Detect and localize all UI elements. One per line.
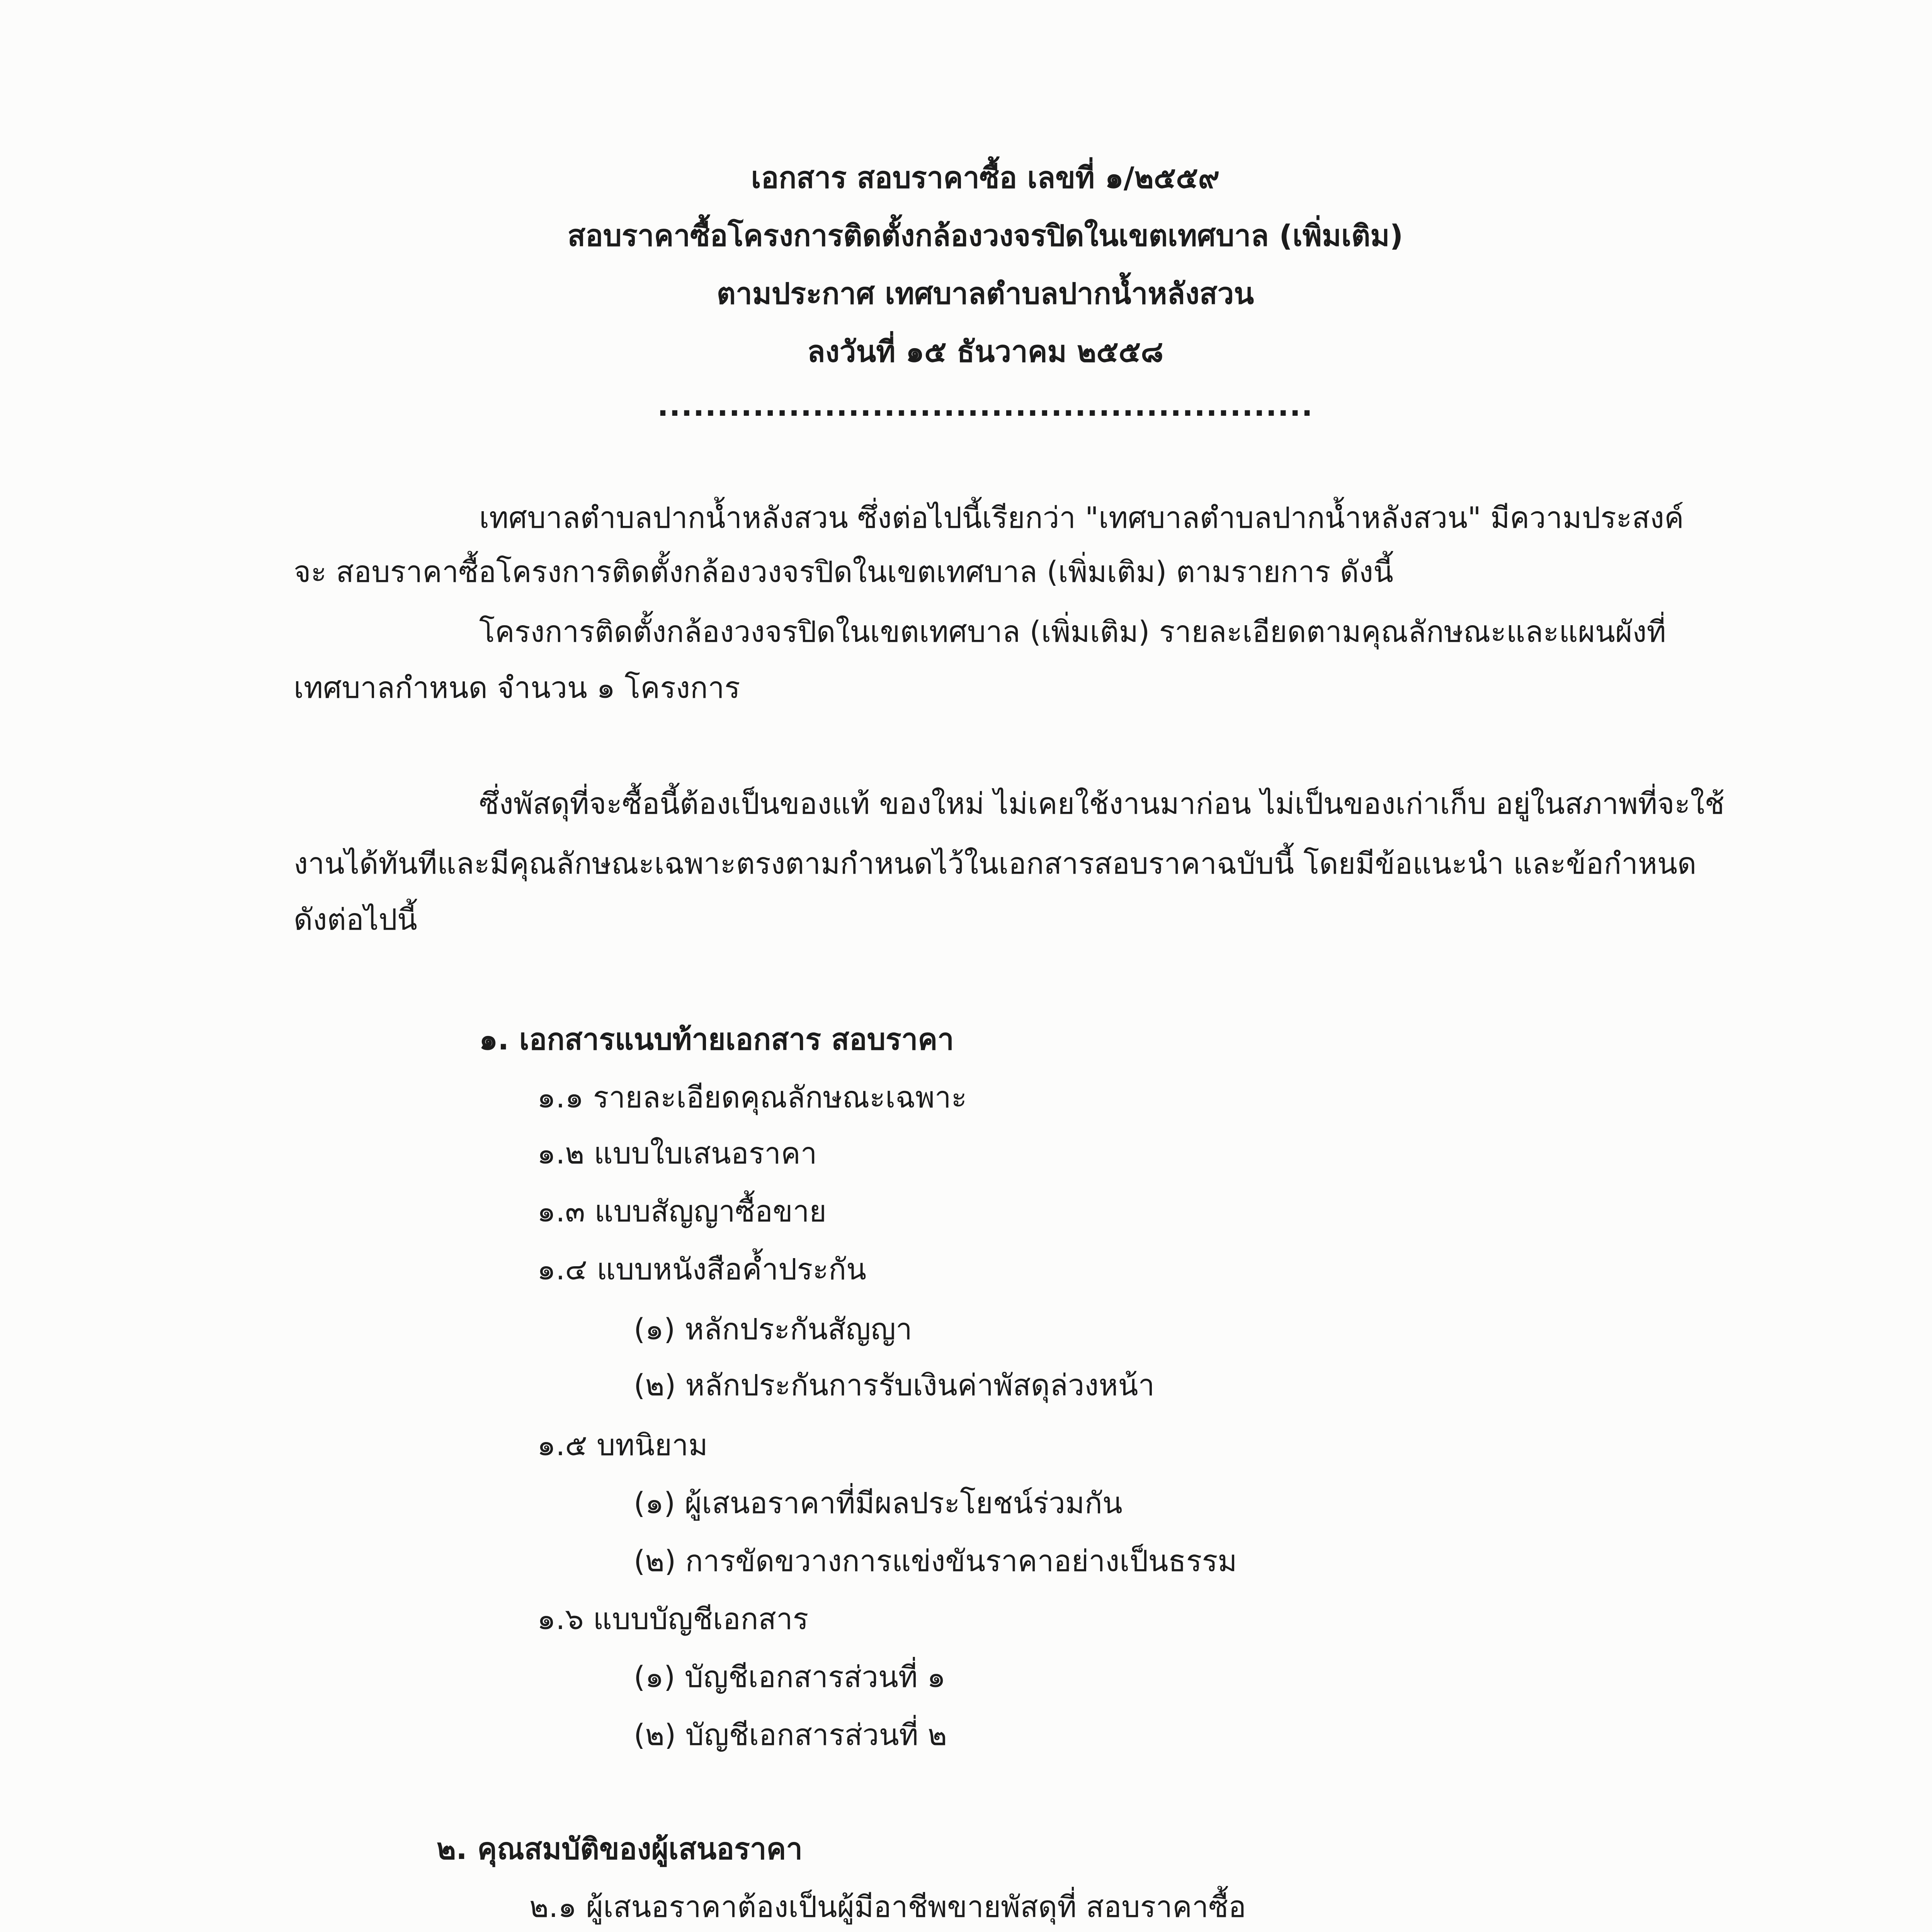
list-item: ๑.๔ แบบหนังสือค้ำประกัน <box>537 1252 867 1286</box>
list-item: ๑.๑ รายละเอียดคุณลักษณะเฉพาะ <box>537 1080 967 1114</box>
list-subitem: (๒) หลักประกันการรับเงินค่าพัสดุล่วงหน้า <box>634 1368 1155 1402</box>
header-separator: ....................................................... <box>657 388 1313 423</box>
doc-number-heading: เอกสาร สอบราคาซื้อ เลขที่ ๑/๒๕๕๙ <box>751 160 1220 195</box>
list-item: ๑.๕ บทนิยาม <box>537 1428 708 1462</box>
section-1-title: ๑. เอกสารแนบท้ายเอกสาร สอบราคา <box>479 1022 954 1056</box>
intro-p2-line1: โครงการติดตั้งกล้องวงจรปิดในเขตเทศบาล (เพิ่มเติม) รายละเอียดตามคุณลักษณะและแผนผังที่ <box>479 614 1666 649</box>
list-subitem: (๒) การขัดขวางการแข่งขันราคาอย่างเป็นธรรม <box>634 1544 1237 1578</box>
intro-p3-line1: ซึ่งพัสดุที่จะซื้อนี้ต้องเป็นของแท้ ของใหม่ ไม่เคยใช้งานมาก่อน ไม่เป็นของเก่าเก็บ อยู่ในสภาพที่จะใช้ <box>479 786 1725 821</box>
intro-p1-line2: จะ สอบราคาซื้อโครงการติดตั้งกล้องวงจรปิดในเขตเทศบาล (เพิ่มเติม) ตามรายการ ดังนี้ <box>294 554 1393 589</box>
intro-p3-line3: ดังต่อไปนี้ <box>294 902 417 937</box>
project-title-heading: สอบราคาซื้อโครงการติดตั้งกล้องวงจรปิดในเขตเทศบาล (เพิ่มเติม) <box>567 218 1403 253</box>
list-subitem: (๑) บัญชีเอกสารส่วนที่ ๑ <box>634 1660 946 1694</box>
intro-p3-line2: งานได้ทันทีและมีคุณลักษณะเฉพาะตรงตามกำหนดไว้ในเอกสารสอบราคาฉบับนี้ โดยมีข้อแนะนำ และข้อกำหนด <box>294 846 1697 881</box>
intro-p2-line2: เทศบาลกำหนด จำนวน ๑ โครงการ <box>294 670 740 705</box>
list-subitem: (๒) บัญชีเอกสารส่วนที่ ๒ <box>634 1718 947 1752</box>
date-heading: ลงวันที่ ๑๕ ธันวาคม ๒๕๕๘ <box>807 334 1163 369</box>
announcement-heading: ตามประกาศ เทศบาลตำบลปากน้ำหลังสวน <box>716 276 1254 311</box>
list-subitem: (๑) ผู้เสนอราคาที่มีผลประโยชน์ร่วมกัน <box>634 1486 1122 1520</box>
list-subitem: (๑) หลักประกันสัญญา <box>634 1312 912 1346</box>
section-2-line: ๒.๑ ผู้เสนอราคาต้องเป็นผู้มีอาชีพขายพัสดุที่ สอบราคาซื้อ <box>529 1889 1246 1924</box>
intro-p1-line1: เทศบาลตำบลปากน้ำหลังสวน ซึ่งต่อไปนี้เรียกว่า "เทศบาลตำบลปากน้ำหลังสวน" มีความประสงค์ <box>479 500 1684 535</box>
list-item: ๑.๖ แบบบัญชีเอกสาร <box>537 1602 809 1636</box>
list-item: ๑.๓ แบบสัญญาซื้อขาย <box>537 1194 827 1228</box>
list-item: ๑.๒ แบบใบเสนอราคา <box>537 1136 817 1170</box>
section-2-title: ๒. คุณสมบัติของผู้เสนอราคา <box>437 1832 803 1866</box>
